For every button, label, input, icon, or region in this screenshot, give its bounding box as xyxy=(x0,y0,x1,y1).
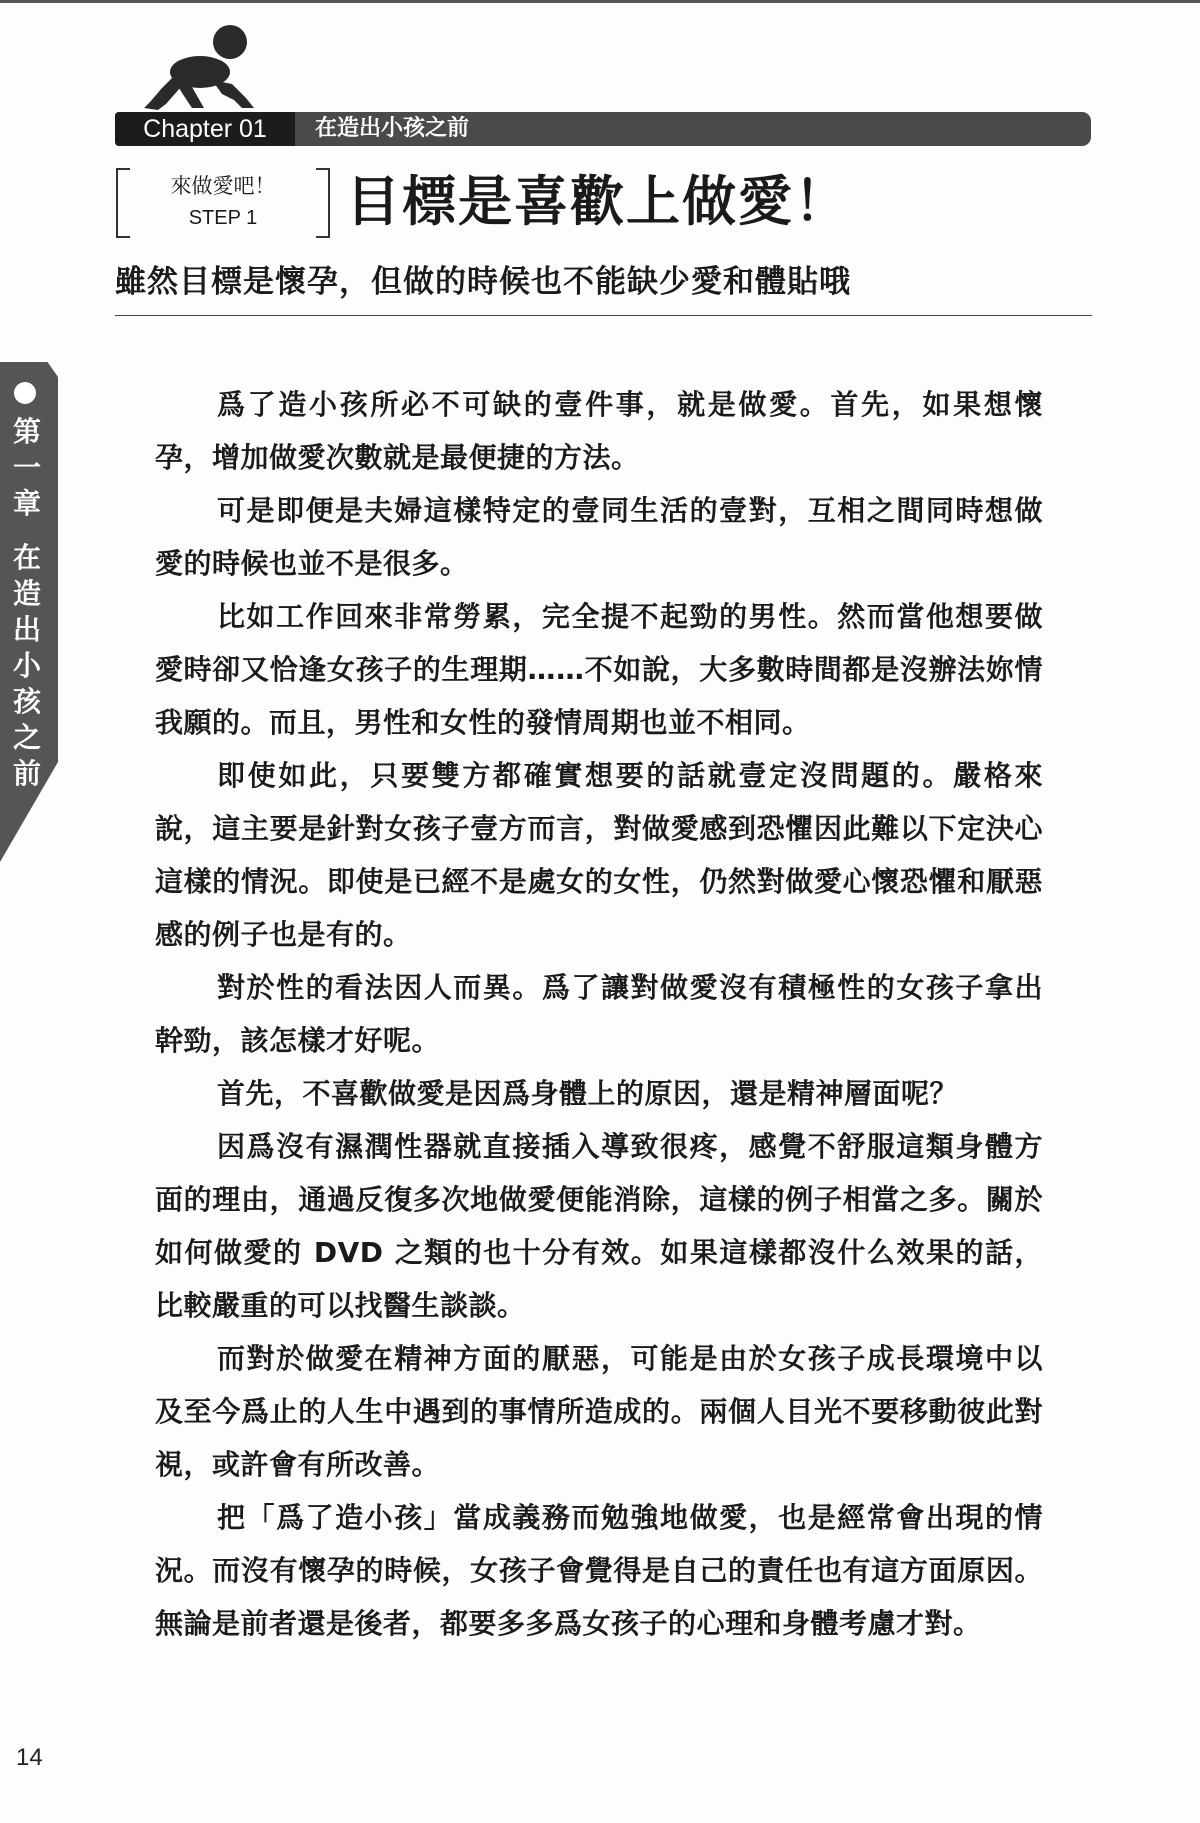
paragraph: 首先，不喜歡做愛是因爲身體上的原因，還是精神層面呢？ xyxy=(217,1077,959,1110)
side-tab-char: 前 xyxy=(12,757,41,790)
chapter-label: Chapter 01 xyxy=(115,112,295,146)
paragraph: 比如工作回來非常勞累，完全提不起勁的男性。然而當他想要做愛時卻又恰逢女孩子的生理期……不如說，大多數時間都是沒辦法妳情我願的。而且，男性和女性的發情周期也並不相同。 xyxy=(155,600,1043,739)
chapter-title: 在造出小孩之前 xyxy=(315,116,470,141)
paragraph: 可是即便是夫婦這樣特定的壹同生活的壹對，互相之間同時想做愛的時候也並不是很多。 xyxy=(155,494,1043,580)
step-number: STEP 1 xyxy=(188,207,258,229)
circle-dot-icon xyxy=(14,382,36,404)
side-tab-char: 孩 xyxy=(12,685,41,718)
paragraph: 爲了造小孩所必不可缺的壹件事，就是做愛。首先，如果想懷孕，增加做愛次數就是最便捷的方法。 xyxy=(155,388,1043,474)
side-tab-char: 一 xyxy=(12,451,41,484)
paragraph: 對於性的看法因人而異。爲了讓對做愛沒有積極性的女孩子拿出幹勁，該怎樣才好呢。 xyxy=(155,971,1043,1057)
title-divider xyxy=(115,315,1092,316)
side-tab-char: 在 xyxy=(12,541,41,574)
side-tab-char: 之 xyxy=(12,721,41,754)
step-caption: 來做愛吧！ xyxy=(170,174,276,198)
chapter-header-bar xyxy=(115,112,1091,146)
page-number: 14 xyxy=(16,1744,43,1771)
crawling-baby-icon xyxy=(142,22,260,110)
side-tab-char: 章 xyxy=(12,487,41,520)
top-edge-line xyxy=(0,0,1200,3)
paragraph: 把「爲了造小孩」當成義務而勉強地做愛，也是經常會出現的情況。而沒有懷孕的時候，女孩子會覺得是自己的責任也有這方面原因。無論是前者還是後者，都要多多爲女孩子的心理和身體考慮才對。 xyxy=(155,1501,1043,1640)
side-tab-char: 第 xyxy=(12,415,41,448)
side-tab-char: 造 xyxy=(12,577,41,610)
step-box xyxy=(116,168,330,238)
side-tab-char: 小 xyxy=(12,649,41,682)
body-text xyxy=(155,378,1043,1650)
side-tab-gap xyxy=(10,522,44,540)
section-subtitle: 雖然目標是懷孕，但做的時候也不能缺少愛和體貼哦 xyxy=(115,264,851,300)
paragraph: 即使如此，只要雙方都確實想要的話就壹定沒問題的。嚴格來說，這主要是針對女孩子壹方而言，對做愛感到恐懼因此難以下定決心這樣的情況。即使是已經不是處女的女性，仍然對做愛心懷恐懼和厭惡感的例子也是有的。 xyxy=(155,759,1043,951)
paragraph: 而對於做愛在精神方面的厭惡，可能是由於女孩子成長環境中以及至今爲止的人生中遇到的事情所造成的。兩個人目光不要移動彼此對視，或許會有所改善。 xyxy=(155,1342,1043,1481)
section-title: 目標是喜歡上做愛！ xyxy=(346,170,850,233)
side-tab-text xyxy=(10,414,44,792)
paragraph: 因爲沒有濕潤性器就直接插入導致很疼，感覺不舒服這類身體方面的理由，通過反復多次地做愛便能消除，這樣的例子相當之多。關於如何做愛的 DVD 之類的也十分有效。如果這樣都沒什么效果的話，比較嚴重的可以找醫生談談。 xyxy=(155,1130,1043,1322)
side-tab-char: 出 xyxy=(12,613,41,646)
